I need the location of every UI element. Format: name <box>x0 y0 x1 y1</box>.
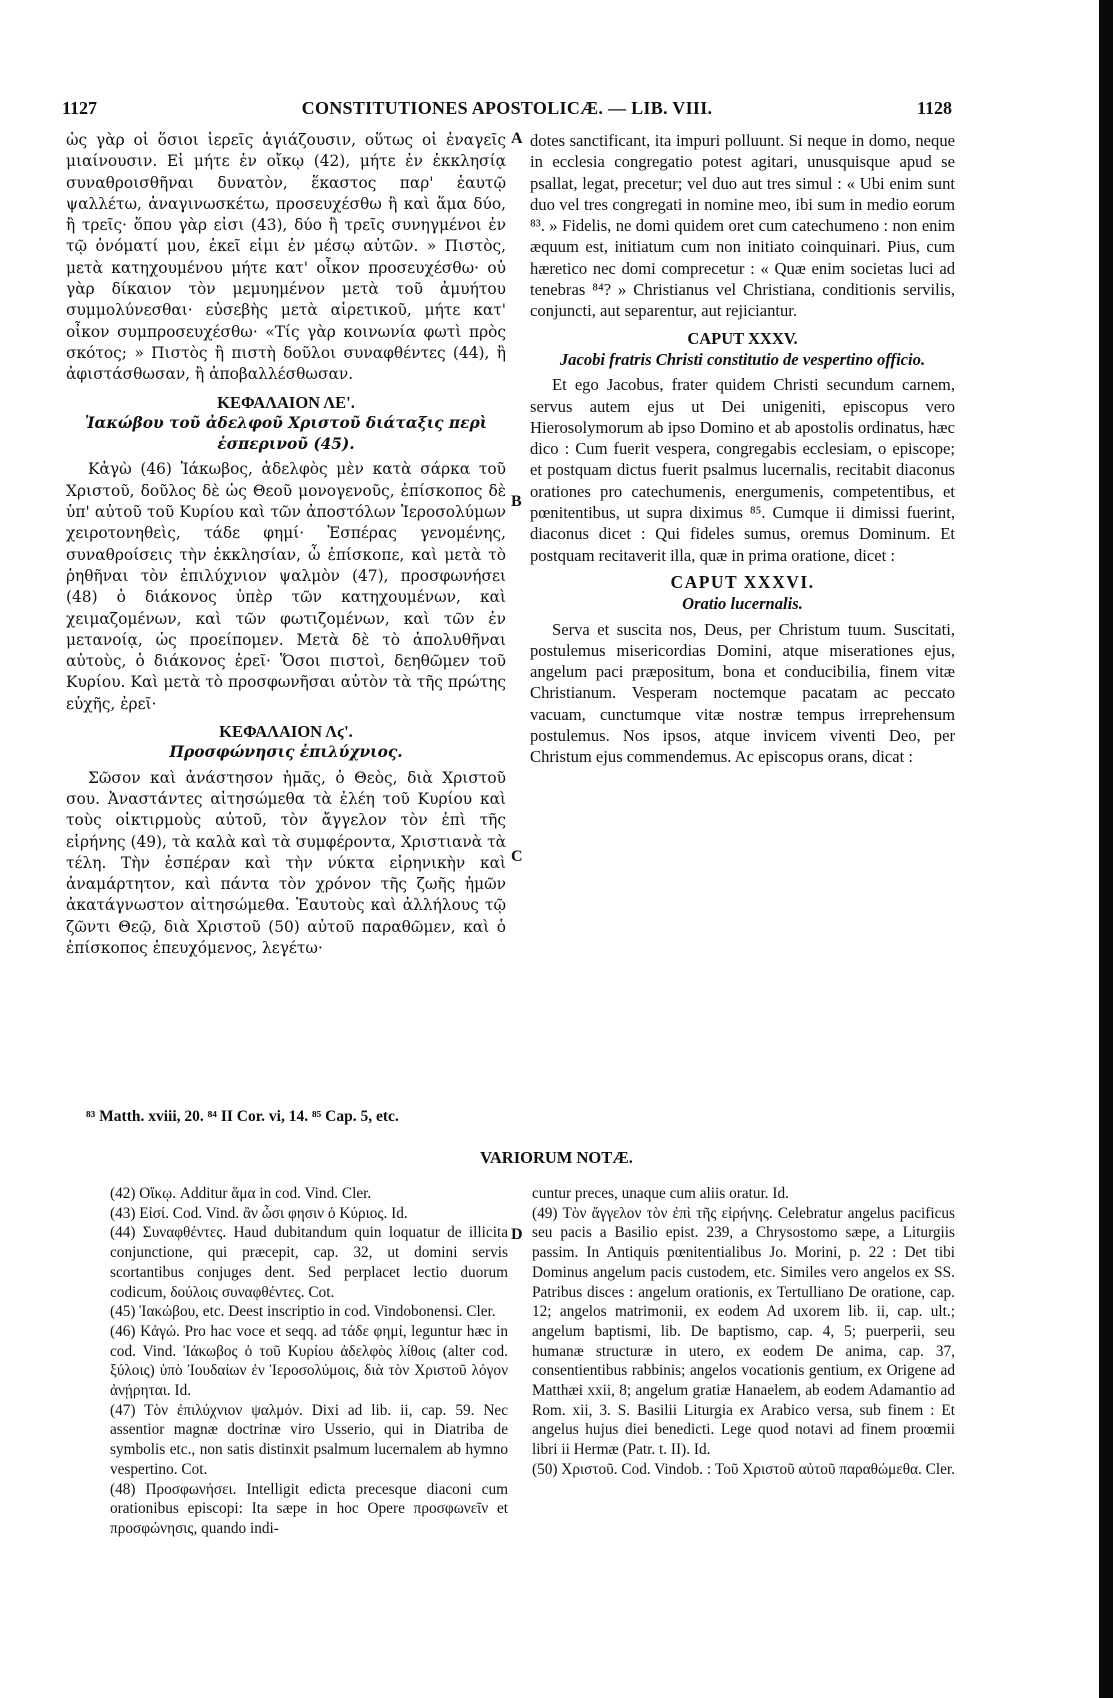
greek-chapter-35-heading: ΚΕΦΑΛΑΙΟΝ ΛΕ'. <box>217 392 355 412</box>
page-number-right: 1128 <box>916 98 952 118</box>
note-44: (44) Συναφθέντες. Haud dubitandum quin loquatur de illicita conjunctione, qui præcepit, cap. 32, ut domini servis scortantibus conjuges dent. Sed perplacet lectio duorum codicum, δούλοις συναφθέντες. Cot. <box>110 1224 508 1301</box>
note-50: (50) Χριστοῦ. Cod. Vindob. : Τοῦ Χριστοῦ αὐτοῦ παραθώμεθα. Cler. <box>532 1460 956 1478</box>
greek-chapter-36-subtitle: Προσφώνησις ἐπιλύχνιος. <box>169 743 403 762</box>
latin-column <box>530 130 955 768</box>
margin-letter-b: B <box>511 493 522 510</box>
latin-chapter-35-text: Et ego Jacobus, frater quidem Christi secundum carnem, servus autem ejus ut Dei unigeniti, episcopus vero Hierosolymorum ab ipso Domino et ab apostolis ordinatus, hæc dico : Cum fuerit vespera, congregabis ecclesiam, o episcope; et postquam dictus fuerit psalmus lucernalis, recitabit diaconus orationes pro catechumenis, energumenis, competentibus, et pœnitentibus, ut supra diximus ⁸⁵. Cumque ii dimissi fuerint, diaconus dicet : Qui fideles sumus, oremus Dominum. Et postquam recitaverit illa, quæ in prima oratione, dicet : <box>530 375 955 565</box>
greek-chapter-35-subtitle: Ἰακώβου τοῦ ἀδελφοῦ Χριστοῦ διάταξις περὶ ἑσπερινοῦ (45). <box>84 413 488 454</box>
notes-right-column <box>532 1184 955 1480</box>
note-45: (45) Ἰακώβου, etc. Deest inscriptio in cod. Vindobonensi. Cler. <box>110 1303 496 1321</box>
scan-edge <box>1099 0 1113 1698</box>
greek-chapter-35-text: Κἀγὼ (46) Ἰάκωβος, ἀδελφὸς μὲν κατὰ σάρκα τοῦ Χριστοῦ, δοῦλος δὲ ὡς Θεοῦ μονογενοῦς, ἐπίσκοπος δὲ ὑπ' αὐτοῦ τοῦ Κυρίου καὶ τῶν ἀποστόλων Ἱεροσολύμων χειροτονηθεὶς, τάδε φημί· Ἑσπέρας γενομένης, συναθροίσεις τὴν ἐκκλησίαν, ὦ ἐπίσκοπε, καὶ μετὰ τὸ ῥηθῆναι τὸν ἐπιλύχνιον ψαλμὸν (47), προσφωνήσει (48) ὁ διάκονος ὑπὲρ τῶν κατηχουμένων, καὶ χειμαζομένων, καὶ τῶν φωτιζομένων, καὶ τῶν ἐν μετανοίᾳ, ὡς προείπομεν. Μετὰ δὲ τὸ ἀπολυθῆναι αὐτοὺς, ὁ διάκονος ἐρεῖ· Ὅσοι πιστοὶ, δεηθῶμεν τοῦ Κυρίου. Καὶ μετὰ τὸ προσφωνῆσαι αὐτὸν τὰ τῆς πρώτης εὐχῆς, ἐρεῖ· <box>66 460 506 713</box>
margin-letter-d: D <box>511 1226 523 1243</box>
running-header <box>62 98 952 124</box>
note-47: (47) Τὸν ἐπιλύχνιον ψαλμόν. Dixi ad lib. ii, cap. 59. Nec assentior magnæ doctrinæ viro Usserio, qui in Diatriba de symbolis etc., non satis distinxit psalmum lucernalem ab hymno vespertino. Cot. <box>110 1401 508 1478</box>
variorum-heading: VARIORUM NOTÆ. <box>480 1148 633 1167</box>
margin-letter-c: C <box>511 848 523 865</box>
note-42: (42) Οἴκῳ. Additur ἅμα in cod. Vind. Cler. <box>110 1185 372 1202</box>
greek-chapter-36-text: Σῶσον καὶ ἀνάστησον ἡμᾶς, ὁ Θεὸς, διὰ Χριστοῦ σου. Ἀναστάντες αἰτησώμεθα τὰ ἐλέη τοῦ Κυρίου καὶ τοὺς οἰκτιρμοὺς αὐτοῦ, τὸν ἄγγελον τὸν ἐπὶ τῆς εἰρήνης (49), τὰ καλὰ καὶ τὰ συμφέροντα, Χριστιανὰ τὰ τέλη. Τὴν ἑσπέραν καὶ τὴν νύκτα εἰρηνικὴν καὶ ἀναμάρτητον, καὶ πάντα τὸν χρόνον τῆς ζωῆς ἡμῶν ἀκατάγνωστον αἰτησώμεθα. Ἑαυτοὺς καὶ ἀλλήλους τῷ ζῶντι Θεῷ, διὰ Χριστοῦ (50) αὐτοῦ παραθῶμεν, καὶ ὁ ἐπίσκοπος ἐπευχόμενος, λεγέτω· <box>66 768 506 957</box>
note-48: (48) Προσφωνήσει. Intelligit edicta precesque diaconi cum orationibus episcopi: Ita sæpe in hoc Opere προσφωνεῖν et προσφώνησις, quando indi- <box>110 1480 508 1537</box>
page-number-left: 1127 <box>62 98 98 118</box>
note-49: (49) Τὸν ἄγγελον τὸν ἐπὶ τῆς εἰρήνης. Celebratur angelus pacificus seu pacis a Basilio epist. 239, a Chrysostomo sæpe, a Liturgiis passim. In Antiquis pœnitentialibus Jo. Morini, p. 22 : Det tibi Dominus angelum pacis custodem, etc. Similes vero angelos ex SS. Patribus disces : angelum orationis, ex Tertulliano De oratione, cap. 12; angelos matrimonii, ex eodem Ad uxorem lib. ii, cap. ult.; angelum baptismi, lib. De baptismo, cap. 4, 5; puerperii, seu humanæ structuræ in utero, ex eodem De anima, cap. 37, consentientibus rabbinis; angelos vocationis gentium, ex Origene ad Matthæi xxii, 8; angelum gratiæ Hanaelem, ab eodem Adamantio ad Rom. xii, 3. S. Basilii Liturgia ex Arabico versa, sub finem : Et angelus hujus diei benedicti. Lege quod notavi ad finem proœmii libri ii Hermæ (Patr. t. II). Id. <box>532 1204 955 1459</box>
latin-chapter-36-text: Serva et suscita nos, Deus, per Christum tuum. Suscitati, postulemus misericordias Domini, atque miserationes ejus, angelum paci præpositum, bona et conducibilia, finem vitæ Christianum. Vesperam noctemque pacatam ac peccato vacuam, cunctumque vitæ nostræ tempus irreprehensum postulemus. Nos ipsos, atque invicem viventi Deo, per Christum ejus commendemus. Ac episcopus orans, dicat : <box>530 619 955 767</box>
greek-column <box>66 130 506 959</box>
note-43: (43) Εἰσί. Cod. Vind. ἂν ὦσι φησιν ὁ Κύριος. Id. <box>110 1204 408 1222</box>
note-46: (46) Κἀγώ. Pro hac voce et seqq. ad τάδε φημί, leguntur hæc in cod. Vind. Ἰάκωβος ὁ τοῦ Κυρίου ἀδελφὸς λίθοις (alter cod. ξύλοις) ὑπὸ Ἰουδαίων ἐν Ἱεροσολύμοις, διὰ τὸν Χριστοῦ λόγον ἀνῄρηται. Id. <box>110 1322 508 1400</box>
note-48-continued: cuntur preces, unaque cum aliis oratur. Id. <box>532 1185 789 1202</box>
latin-chapter-35-heading: CAPUT XXXV. <box>687 328 798 348</box>
running-title: CONSTITUTIONES APOSTOLICÆ. — LIB. VIII. <box>301 98 713 118</box>
footnotes: ⁸³ Matth. xviii, 20. ⁸⁴ II Cor. vi, 14. ⁸⁵ Cap. 5, etc. <box>86 1108 399 1125</box>
greek-chapter-36-heading: ΚΕΦΑΛΑΙΟΝ Λϛ'. <box>219 722 353 742</box>
latin-paragraph: dotes sanctificant, ita impuri polluunt. Si neque in domo, neque in ecclesia congregatio potest agitari, unusquisque apud se psallat, legat, precetur; vel duo aut tres simul : « Ubi enim sunt duo vel tres congregati in nomine meo, ibi sum in medio eorum ⁸³. » Fidelis, ne domi quidem oret cum catechumeno : non enim æquum est, initiatum cum non initiato coinquinari. Pius, cum hæretico nec domi comprecetur : « Quæ enim societas luci ad tenebras ⁸⁴? » Christianus vel Christiana, conditionis servilis, conjuncti, aut separentur, aut rejiciantur. <box>530 131 955 321</box>
latin-chapter-36-heading: CAPUT XXXVI. <box>670 571 815 592</box>
margin-letter-a: A <box>511 130 523 147</box>
latin-chapter-35-subtitle: Jacobi fratris Christi constitutio de vespertino officio. <box>559 349 926 369</box>
greek-paragraph: ὡς γὰρ οἱ ὅσιοι ἱερεῖς ἁγιάζουσιν, οὕτως οἱ ἐναγεῖς μιαίνουσιν. Εἰ μήτε ἐν οἴκῳ (42), μήτε ἐν ἐκκλησίᾳ συναθροισθῆναι δυνατὸν, ἕκαστος παρ' ἑαυτῷ ψαλλέτω, ἀναγινωσκέτω, προσευχέσθω ἢ καὶ ἅμα δύο, ἢ τρεῖς· ὅπου γὰρ εἰσι (43), δύο ἢ τρεῖς συνηγμένοι ἐν τῷ ὀνόματί μου, ἐκεῖ εἰμι ἐν μέσῳ αὐτῶν. » Πιστὸς, μετὰ κατηχουμένου μήτε κατ' οἶκον προσευχέσθω· οὐ γὰρ δίκαιον τὸν μεμυημένον μετὰ τοῦ ἀμυήτου συμμολύνεσθαι· εὐσεβὴς μετὰ αἱρετικοῦ, μήτε κατ' οἶκον συμπροσευχέσθω· «Τίς γὰρ κοινωνία φωτὶ πρὸς σκότος; » Πιστὸς ἢ πιστὴ δοῦλοι συναφθέντες (44), ἢ ἀφιστάσθωσαν, ἢ ἀποβαλλέσθωσαν. <box>66 131 506 384</box>
notes-left-column <box>110 1184 508 1539</box>
latin-chapter-36-subtitle: Oratio lucernalis. <box>682 594 803 614</box>
